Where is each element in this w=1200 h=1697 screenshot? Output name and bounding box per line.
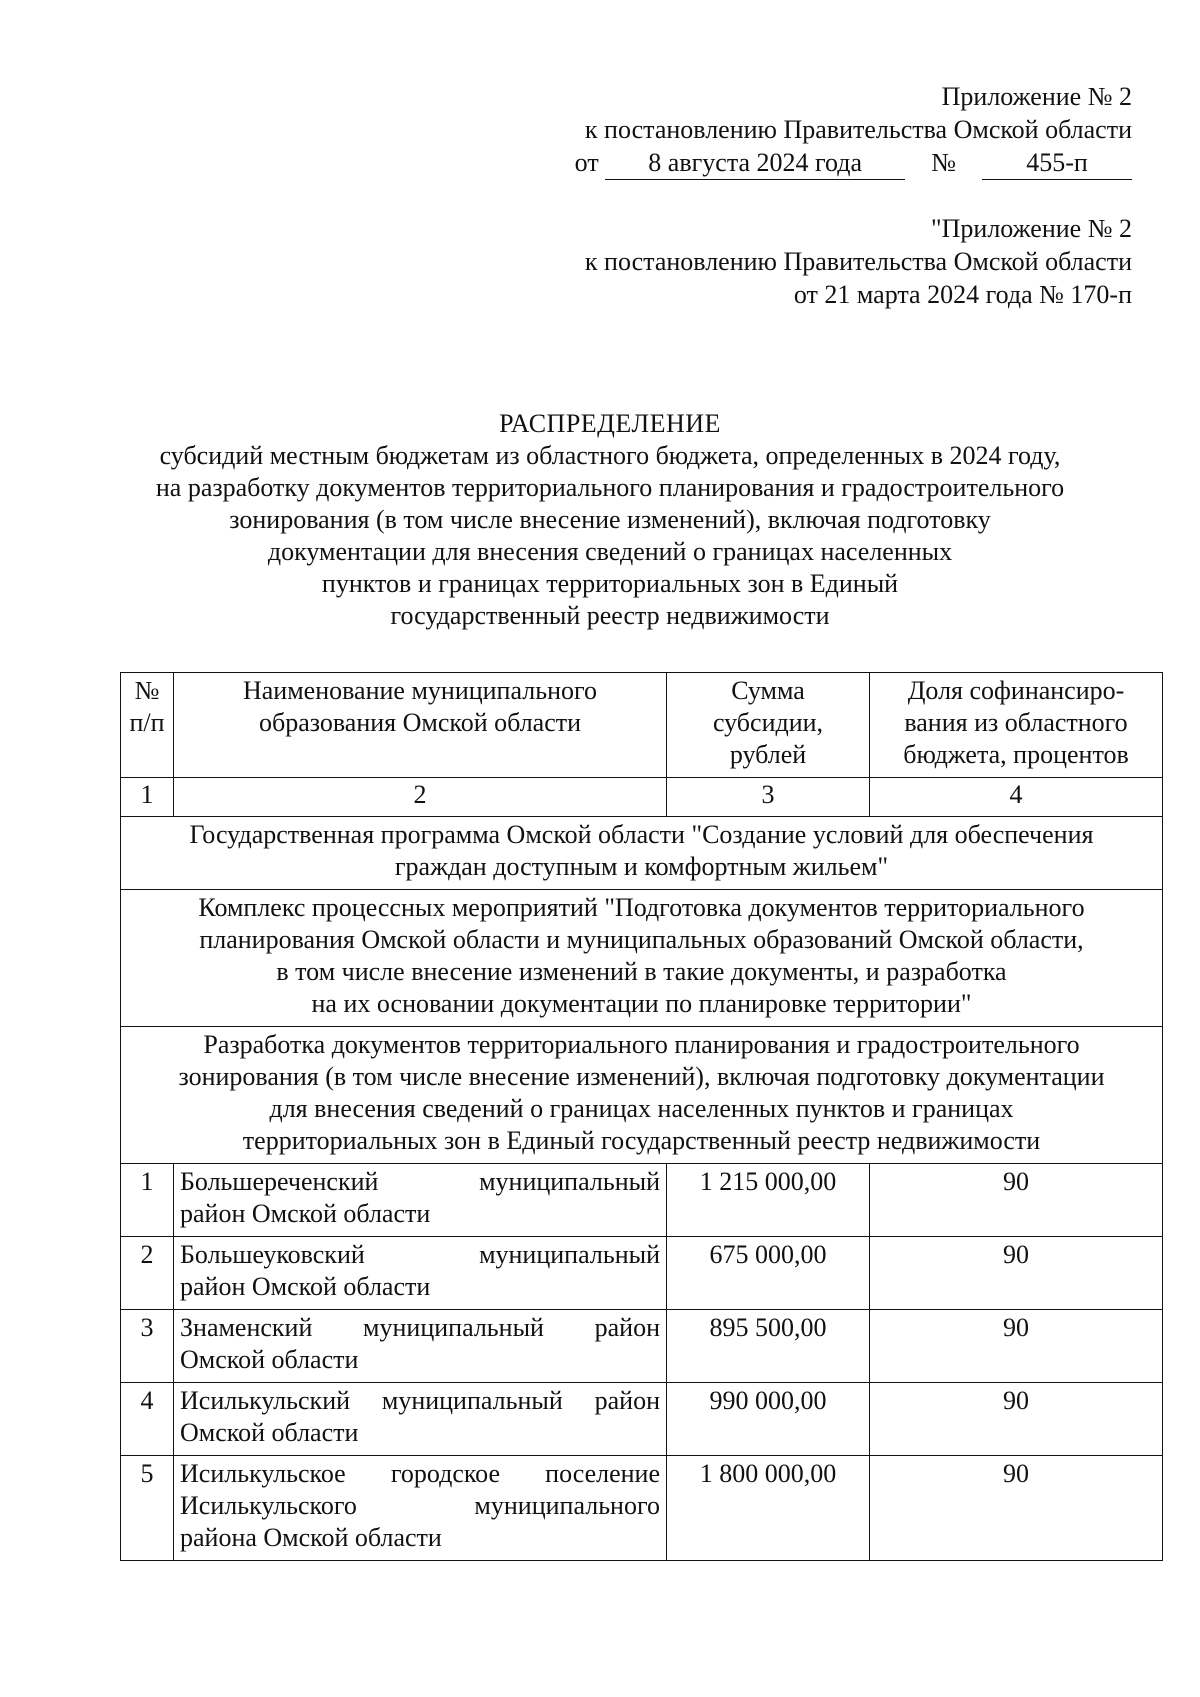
cofinancing-share: 90	[870, 1383, 1163, 1456]
header-text: вания из областного	[904, 708, 1128, 737]
decree-line	[575, 146, 1132, 180]
name-line: Исилькульский муниципальный район	[180, 1386, 660, 1415]
subsidy-amount: 675 000,00	[667, 1237, 870, 1310]
header-text: Наименование муниципального	[242, 676, 598, 705]
document-subtitle-line: зонирования (в том числе внесение изменений), включая подготовку	[229, 505, 991, 534]
document-subtitle-line: на разработку документов территориального планирования и градостроительного	[155, 473, 1065, 502]
row-number: 2	[121, 1237, 174, 1310]
name-line: района Омской области	[180, 1523, 442, 1552]
table-row	[121, 1310, 1163, 1383]
decree-date: 8 августа 2024 года	[605, 146, 905, 180]
municipality-name	[174, 1456, 667, 1561]
header-amount	[667, 673, 870, 778]
section-row-program	[121, 817, 1163, 890]
subsidy-amount: 1 215 000,00	[667, 1164, 870, 1237]
subsidy-amount: 990 000,00	[667, 1383, 870, 1456]
name-line: Большереченский муниципальный	[180, 1167, 660, 1196]
header-text: Доля софинансиро-	[907, 676, 1125, 705]
cofinancing-share: 90	[870, 1237, 1163, 1310]
column-number: 3	[667, 778, 870, 817]
column-number: 4	[870, 778, 1163, 817]
decree-number-sign: №	[931, 148, 956, 177]
name-line: Омской области	[180, 1418, 359, 1447]
document-heading	[60, 408, 1160, 632]
quoted-appendix-date: от 21 марта 2024 года № 170-п	[793, 280, 1132, 309]
document-subtitle-line: документации для внесения сведений о границах населенных	[267, 537, 953, 566]
header-text: №	[134, 676, 160, 705]
quoted-appendix-header	[585, 212, 1132, 311]
quoted-appendix-title: "Приложение № 2	[931, 214, 1132, 243]
header-text: п/п	[129, 708, 165, 737]
document-subtitle-line: государственный реестр недвижимости	[390, 601, 830, 630]
table-row	[121, 1456, 1163, 1561]
section-line: на их основании документации по планировке территории"	[311, 989, 972, 1018]
subsidy-amount: 1 800 000,00	[667, 1456, 870, 1561]
name-line: Омской области	[180, 1345, 359, 1374]
decree-from-label: от	[574, 148, 599, 177]
section-line: планирования Омской области и муниципальных образований Омской области,	[199, 925, 1084, 954]
appendix-reference: к постановлению Правительства Омской области	[584, 115, 1132, 144]
section-row-complex	[121, 890, 1163, 1027]
section-line: Разработка документов территориального планирования и градостроительного	[203, 1030, 1080, 1059]
name-line: Большеуковский муниципальный	[180, 1240, 660, 1269]
header-text: субсидии,	[712, 708, 824, 737]
municipality-name	[174, 1164, 667, 1237]
header-share	[870, 673, 1163, 778]
row-number: 1	[121, 1164, 174, 1237]
section-line: зонирования (в том числе внесение изменений), включая подготовку документации	[178, 1062, 1105, 1091]
header-number	[121, 673, 174, 778]
section-line: для внесения сведений о границах населенных пунктов и границах	[269, 1094, 1014, 1123]
table-row	[121, 1237, 1163, 1310]
appendix-title: Приложение № 2	[941, 82, 1132, 111]
row-number: 4	[121, 1383, 174, 1456]
name-line: Знаменский муниципальный район	[180, 1313, 660, 1342]
column-number-row	[121, 778, 1163, 817]
cofinancing-share: 90	[870, 1456, 1163, 1561]
section-line: территориальных зон в Единый государственный реестр недвижимости	[242, 1126, 1041, 1155]
name-line: район Омской области	[180, 1199, 431, 1228]
section-line: Комплекс процессных мероприятий "Подготовка документов территориального	[198, 893, 1085, 922]
row-number: 3	[121, 1310, 174, 1383]
section-line: Государственная программа Омской области "Создание условий для обеспечения	[189, 820, 1094, 849]
quoted-appendix-reference: к постановлению Правительства Омской области	[584, 247, 1132, 276]
name-line: район Омской области	[180, 1272, 431, 1301]
document-subtitle-line: субсидий местным бюджетам из областного бюджета, определенных в 2024 году,	[159, 441, 1061, 470]
header-text: образования Омской области	[258, 708, 582, 737]
decree-number: 455-п	[982, 146, 1132, 180]
header-municipality	[174, 673, 667, 778]
name-line: Исилькульское городское поселение	[180, 1459, 660, 1488]
row-number: 5	[121, 1456, 174, 1561]
section-cell	[121, 1027, 1163, 1164]
header-text: рублей	[729, 740, 807, 769]
cofinancing-share: 90	[870, 1164, 1163, 1237]
municipality-name	[174, 1310, 667, 1383]
section-row-activity	[121, 1027, 1163, 1164]
municipality-name	[174, 1237, 667, 1310]
section-cell	[121, 817, 1163, 890]
table-row	[121, 1164, 1163, 1237]
header-text: Сумма	[731, 676, 805, 705]
column-number: 2	[174, 778, 667, 817]
subsidy-amount: 895 500,00	[667, 1310, 870, 1383]
section-line: граждан доступным и комфортным жильем"	[394, 852, 889, 881]
document-title: РАСПРЕДЕЛЕНИЕ	[499, 409, 721, 438]
section-cell	[121, 890, 1163, 1027]
section-line: в том числе внесение изменений в такие документы, и разработка	[276, 957, 1007, 986]
cofinancing-share: 90	[870, 1310, 1163, 1383]
table-row	[121, 1383, 1163, 1456]
column-number: 1	[121, 778, 174, 817]
header-text: бюджета, процентов	[903, 740, 1129, 769]
document-subtitle-line: пунктов и границах территориальных зон в Единый	[321, 569, 899, 598]
subsidy-distribution-table	[120, 672, 1163, 1561]
appendix-header	[575, 80, 1132, 180]
name-line: Исилькульского муниципального	[180, 1491, 660, 1520]
table-header-row	[121, 673, 1163, 778]
municipality-name	[174, 1383, 667, 1456]
